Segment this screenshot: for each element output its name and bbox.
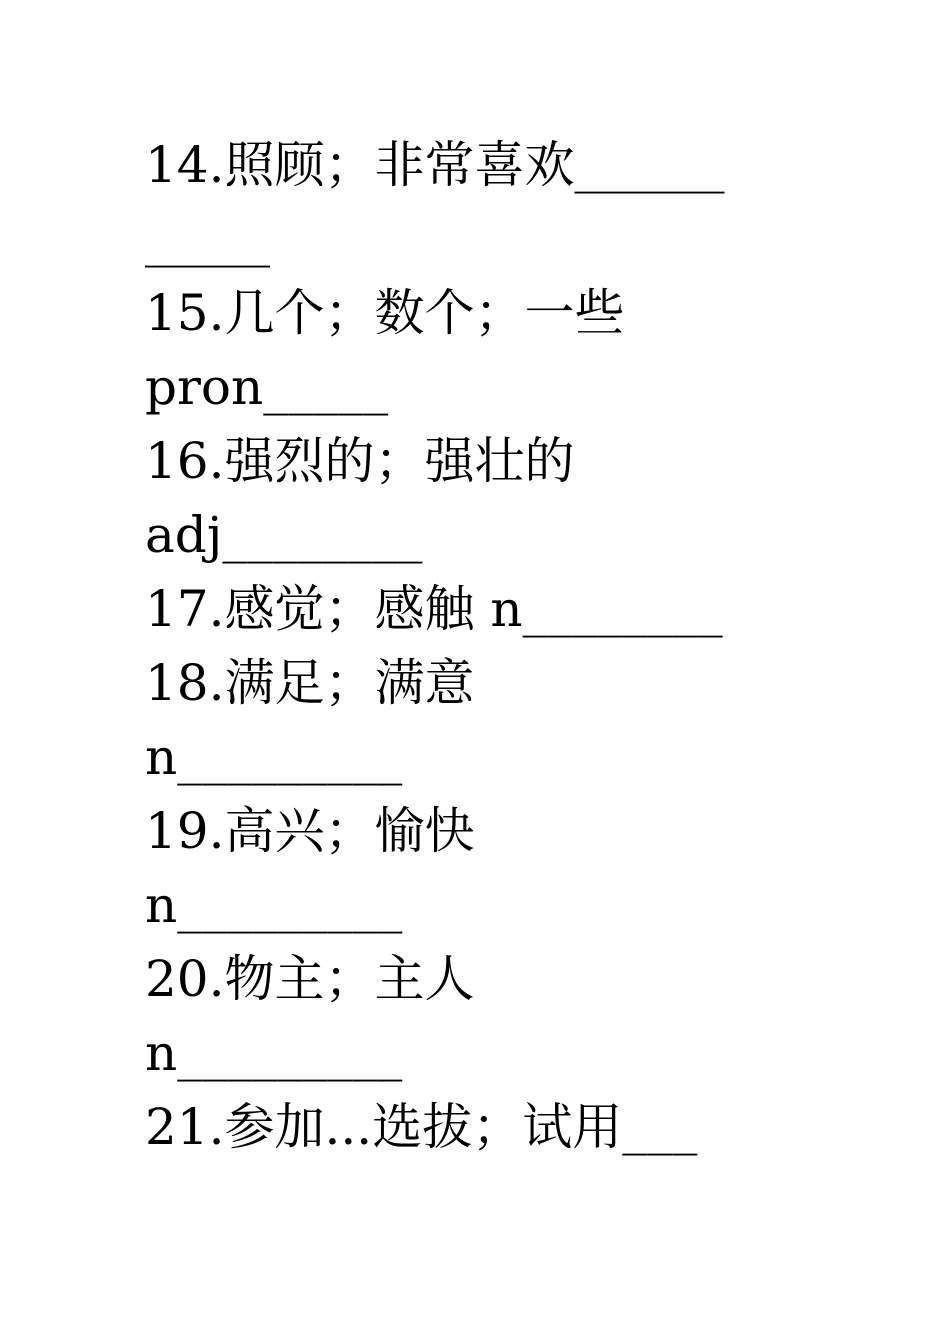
vocab-item-20: 20.物主；主人 [145, 950, 475, 1008]
vocab-item-18-answer: n_________ [145, 728, 403, 786]
vocab-item-20-answer: n_________ [145, 1024, 403, 1082]
vocab-item-14: 14.照顾；非常喜欢______ [145, 136, 725, 194]
vocab-item-14-blank: _____ [145, 210, 270, 268]
vocab-item-16: 16.强烈的；强壮的 [145, 432, 575, 490]
vocab-item-16-answer: adj________ [145, 506, 423, 564]
vocab-item-19-answer: n_________ [145, 876, 403, 934]
vocab-item-17: 17.感觉；感触 n________ [145, 580, 723, 638]
vocab-item-15-answer: pron_____ [145, 358, 389, 416]
vocab-item-15: 15.几个；数个；一些 [145, 284, 625, 342]
vocab-item-18: 18.满足；满意 [145, 654, 475, 712]
vocab-item-19: 19.高兴；愉快 [145, 802, 475, 860]
vocab-item-21: 21.参加...选拔；试用___ [145, 1098, 698, 1156]
document-page [145, 128, 807, 1164]
